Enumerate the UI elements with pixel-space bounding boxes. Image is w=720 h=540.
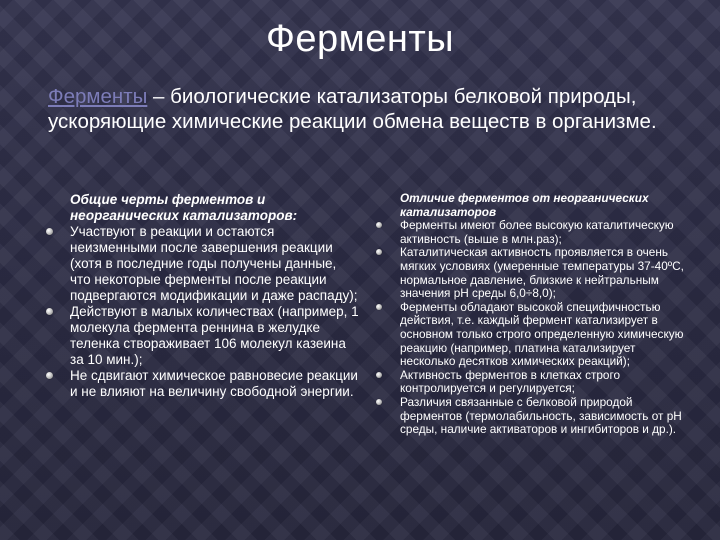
list-item-text: Не сдвигают химическое равновесие реакции и не влияют на величину свободной энергии.	[70, 368, 358, 399]
similarities-list	[70, 224, 360, 400]
list-item	[400, 246, 685, 300]
similarities-heading: Общие черты ферментов и неорганических катализаторов:	[70, 192, 298, 223]
list-item-text: Различия связанные с белковой природой ферментов (термолабильность, зависимость от рН среды, наличие активаторов и ингибиторов и др.).	[400, 394, 682, 437]
list-item-text: Активность ферментов в клетках строго контролируется и регулируется;	[400, 367, 621, 396]
list-item-text: Каталитическая активность проявляется в очень мягких условиях (умеренные температуры 37-40ºС, нормальное давление, близкие к нейтральным значения рН среды 6,0÷8,0);	[400, 245, 684, 301]
list-item-text: Ферменты имеют более высокую каталитическую активность (выше в млн.раз);	[400, 218, 674, 246]
sphere-bullet-icon	[46, 372, 53, 379]
list-item-text: Действуют в малых количествах (например, 1 молекула фермента реннина в желудке теленка створаживает 106 молекул казеина за 10 мин.);	[70, 304, 359, 367]
list-item	[400, 301, 685, 369]
differences-heading: Отличие ферментов от неорганических катализаторов	[400, 191, 649, 219]
slide-title: Ферменты	[265, 18, 455, 60]
list-item	[70, 304, 360, 368]
sphere-bullet-icon	[376, 399, 382, 405]
definition-term: Ферменты	[48, 85, 148, 108]
sphere-bullet-icon	[376, 249, 382, 255]
sphere-bullet-icon	[46, 308, 53, 315]
differences-list	[400, 219, 685, 437]
list-item-text: Участвуют в реакции и остаются неизменными после завершения реакции (хотя в последние годы получены данные, что некоторые ферменты после реакции подвергаются модификации и даже распаду);	[70, 224, 358, 303]
list-item	[400, 396, 685, 437]
list-item	[70, 368, 360, 400]
sphere-bullet-icon	[376, 372, 382, 378]
definition-text: – биологические катализаторы белковой природы, ускоряющие химические реакции обмена веществ в организме.	[48, 85, 657, 133]
differences-column	[400, 192, 685, 437]
list-item	[400, 369, 685, 396]
sphere-bullet-icon	[376, 222, 382, 228]
list-item	[400, 219, 685, 246]
list-item-text: Ферменты обладают высокой специфичностью действия, т.е. каждый фермент катализирует в основном только строго определенную химическую реакцию (например, платина катализирует несколько десятков химических реакций);	[400, 299, 684, 369]
definition-paragraph	[48, 84, 688, 134]
sphere-bullet-icon	[376, 304, 382, 310]
sphere-bullet-icon	[46, 228, 53, 235]
list-item	[70, 224, 360, 304]
similarities-column	[70, 192, 360, 400]
